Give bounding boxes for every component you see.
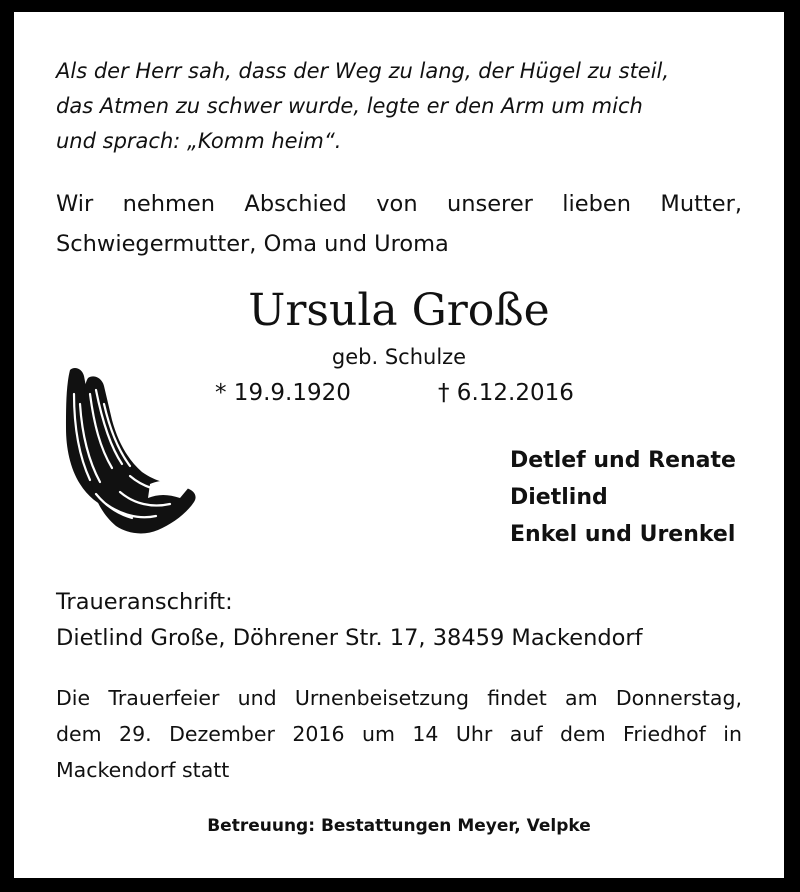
bible-quote (56, 54, 669, 159)
quote-line: Als der Herr sah, dass der Weg zu lang, der Hügel zu steil, (56, 59, 670, 83)
mourning-address-label: Traueranschrift: (56, 589, 233, 615)
mourner-name: Dietlind (510, 485, 608, 510)
service-details (56, 680, 742, 788)
praying-hands-icon (60, 364, 200, 544)
mourner-name: Enkel und Urenkel (510, 522, 736, 547)
death-date: † 6.12.2016 (438, 380, 574, 406)
intro-line: Wir nehmen Abschied von unserer lieben Mutter, (56, 191, 742, 217)
intro-line: Schwiegermutter, Oma und Uroma (56, 231, 449, 257)
service-line: Die Trauerfeier und Urnenbeisetzung findet am Donnerstag, (56, 686, 742, 710)
service-line: dem 29. Dezember 2016 um 14 Uhr auf dem Friedhof in (56, 722, 742, 746)
deceased-name: Ursula Große (248, 285, 550, 336)
mourners-list (510, 442, 736, 553)
mourner-name: Detlef und Renate (510, 448, 736, 473)
quote-line: das Atmen zu schwer wurde, legte er den Arm um mich (56, 94, 643, 118)
maiden-name: geb. Schulze (331, 345, 467, 369)
quote-line: und sprach: „Komm heim“. (56, 129, 342, 153)
farewell-intro (56, 184, 742, 264)
service-line: Mackendorf statt (56, 758, 230, 782)
birth-date: * 19.9.1920 (215, 380, 351, 406)
undertaker-credit: Betreuung: Bestattungen Meyer, Velpke (207, 816, 591, 836)
obituary-notice (14, 12, 784, 878)
mourning-address: Dietlind Große, Döhrener Str. 17, 38459 Mackendorf (56, 625, 643, 651)
